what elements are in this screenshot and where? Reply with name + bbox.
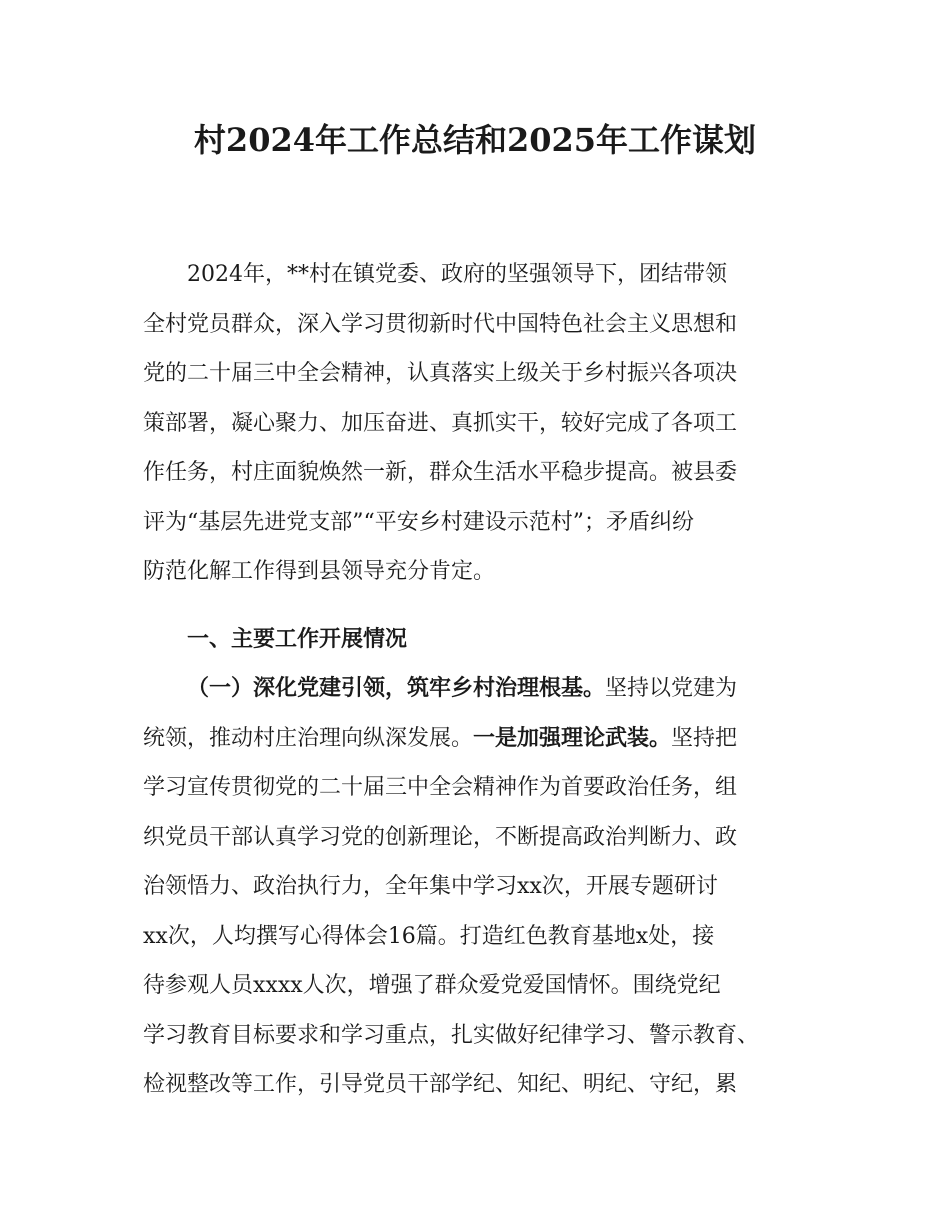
subsection-heading-line [143, 664, 823, 714]
intro-line: 评为“基层先进党支部”“平安乡村建设示范村”；矛盾纠纷 [143, 509, 694, 535]
intro-line: 策部署，凝心聚力、加压奋进、真抓实干，较好完成了各项工 [143, 410, 738, 436]
intro-line: 防范化解工作得到县领导充分肯定。 [143, 559, 496, 584]
paragraph-line: 检视整改等工作，引导党员干部学纪、知纪、明纪、守纪，累 [143, 1072, 738, 1097]
document-body [143, 250, 823, 1110]
line-tail: 坚持把 [671, 725, 738, 751]
paragraph-line: 织党员干部认真学习党的创新理论，不断提高政治判断力、政 [143, 824, 738, 850]
point-heading: 一是加强理论武装。 [473, 725, 672, 751]
paragraph-line: xx次，人均撰写心得体会16篇。打造红色教育基地x处，接 [143, 923, 715, 949]
intro-line: 作任务，村庄面貌焕然一新，群众生活水平稳步提高。被县委 [143, 460, 738, 485]
paragraph-line [143, 714, 823, 764]
intro-line: 党的二十届三中全会精神，认真落实上级关于乡村振兴各项决 [143, 361, 738, 386]
section-heading: 一、主要工作开展情况 [187, 626, 408, 652]
paragraph-line: 待参观人员xxxx人次，增强了群众爱党爱国情怀。围绕党纪 [143, 973, 721, 998]
intro-line: 全村党员群众，深入学习贯彻新时代中国特色社会主义思想和 [143, 311, 738, 337]
intro-line: 2024年，**村在镇党委、政府的坚强领导下，团结带领 [187, 262, 727, 287]
paragraph-line: 学习教育目标要求和学习重点，扎实做好纪律学习、警示教育、 [143, 1022, 760, 1048]
line-text: 统领，推动村庄治理向纵深发展。 [143, 725, 474, 751]
paragraph-line: 治领悟力、政治执行力，全年集中学习xx次，开展专题研讨 [143, 874, 718, 899]
paragraph-line: 学习宣传贯彻党的二十届三中全会精神作为首要政治任务，组 [143, 775, 738, 800]
subsection-heading-tail: 坚持以党建为 [605, 676, 738, 701]
document-title: 村2024年工作总结和2025年工作谋划 [193, 121, 757, 159]
subsection-heading: （一）深化党建引领，筑牢乡村治理根基。 [187, 676, 606, 701]
